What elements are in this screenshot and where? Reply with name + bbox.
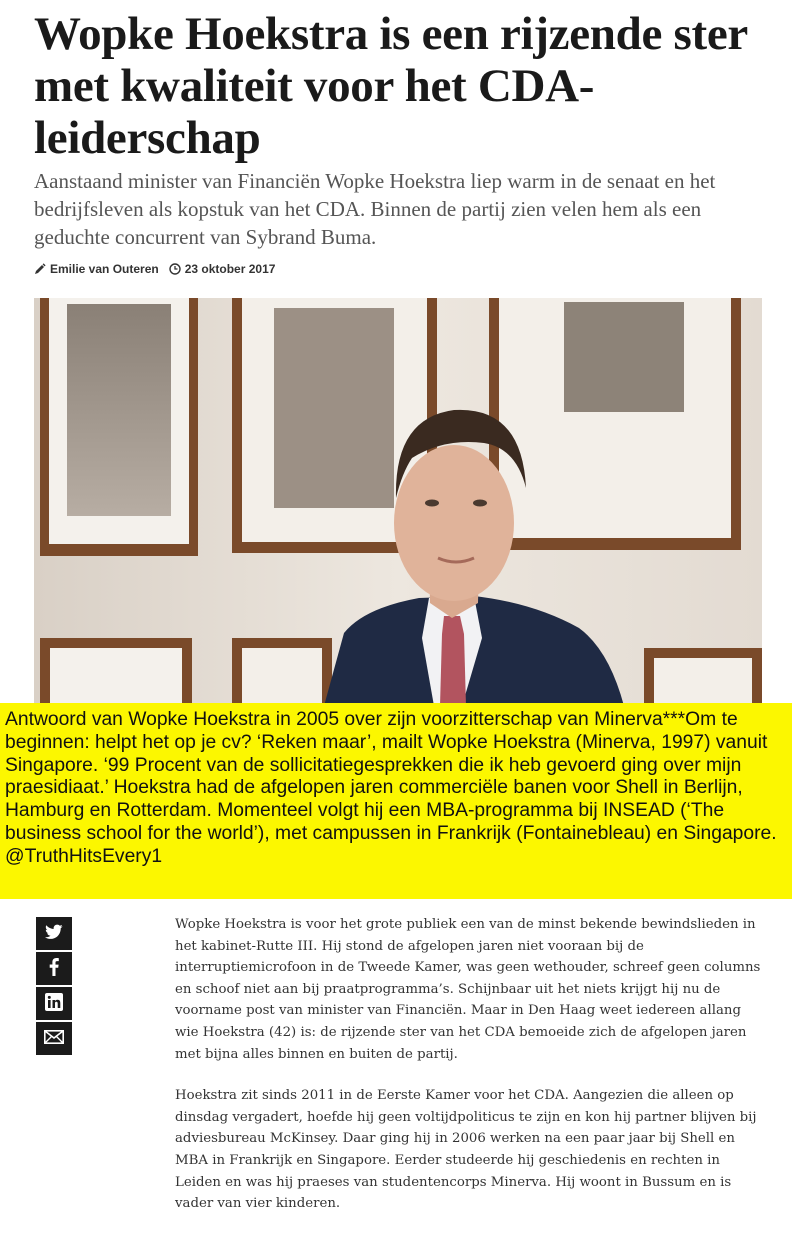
clock-icon: [169, 263, 181, 275]
author-name[interactable]: Emilie van Outeren: [50, 262, 159, 276]
article-body: [175, 914, 765, 1235]
share-bar: [36, 917, 72, 1057]
share-mail-button[interactable]: [36, 1022, 72, 1055]
mail-icon: [44, 1029, 64, 1048]
body-paragraph: Hoekstra zit sinds 2011 in de Eerste Kamer voor het CDA. Aangezien die alleen op dinsdag vergadert, hoefde hij geen voltijdpoliticus te zijn en kon hij partner blijven bij adviesbureau McKinsey. Daar ging hij in 2006 werken na een paar jaar bij Shell en MBA in Frankrijk en Singapore. Eerder studeerde hij geschiedenis en rechten in Leiden en was hij praeses van studentencorps Minerva. Hij woont in Bussum en is vader van vier kinderen.: [175, 1088, 757, 1212]
article-headline: Wopke Hoekstra is een rijzende ster met kwaliteit voor het CDA-leiderschap: [34, 8, 748, 164]
share-linkedin-button[interactable]: [36, 987, 72, 1020]
facebook-icon: [49, 958, 59, 980]
publish-date: 23 oktober 2017: [184, 262, 276, 276]
share-facebook-button[interactable]: [36, 952, 72, 985]
article-photo: [34, 298, 762, 706]
pen-icon: [34, 263, 46, 275]
article-byline: [34, 262, 275, 276]
article-lead: Aanstaand minister van Financiën Wopke Hoekstra liep warm in de senaat en het bedrijfsleven als kopstuk van het CDA. Binnen de partij zien velen hem als een geduchte concurrent van Sybrand Buma.: [34, 169, 716, 249]
linkedin-icon: [45, 993, 63, 1015]
portrait-illustration: [34, 298, 762, 706]
quote-overlay: Antwoord van Wopke Hoekstra in 2005 over zijn voorzitterschap van Minerva***Om te beginnen: helpt het op je cv? ‘Reken maar’, mailt Wopke Hoekstra (Minerva, 1997) vanuit Singapore. ‘99 Procent van de sollicitatiegesprekken die ik heb gevoerd ging over mijn praesidiaat.’ Hoekstra had de afgelopen jaren commerciële banen voor Shell in Berlijn, Hamburg en Rotterdam. Momenteel volgt hij een MBA-programma bij INSEAD (‘The business school for the world’), met campussen in Frankrijk (Fontainebleau) en Singapore. @TruthHitsEvery1: [0, 703, 792, 899]
body-paragraph: Wopke Hoekstra is voor het grote publiek een van de minst bekende bewindslieden in het kabinet-Rutte III. Hij stond de afgelopen jaren niet vooraan bij de interruptiemicrofoon in de Tweede Kamer, was geen wethouder, schreef geen columns en schoof niet aan bij praatprogramma’s. Schijnbaar uit het niets krijgt hij nu de voorname post van minister van Financiën. Maar in Den Haag weet iedereen allang wie Hoekstra (42) is: de rijzende ster van het CDA bemoeide zich de afgelopen jaren met bijna alles binnen en buiten de partij.: [175, 917, 761, 1062]
share-twitter-button[interactable]: [36, 917, 72, 950]
twitter-icon: [45, 924, 63, 944]
